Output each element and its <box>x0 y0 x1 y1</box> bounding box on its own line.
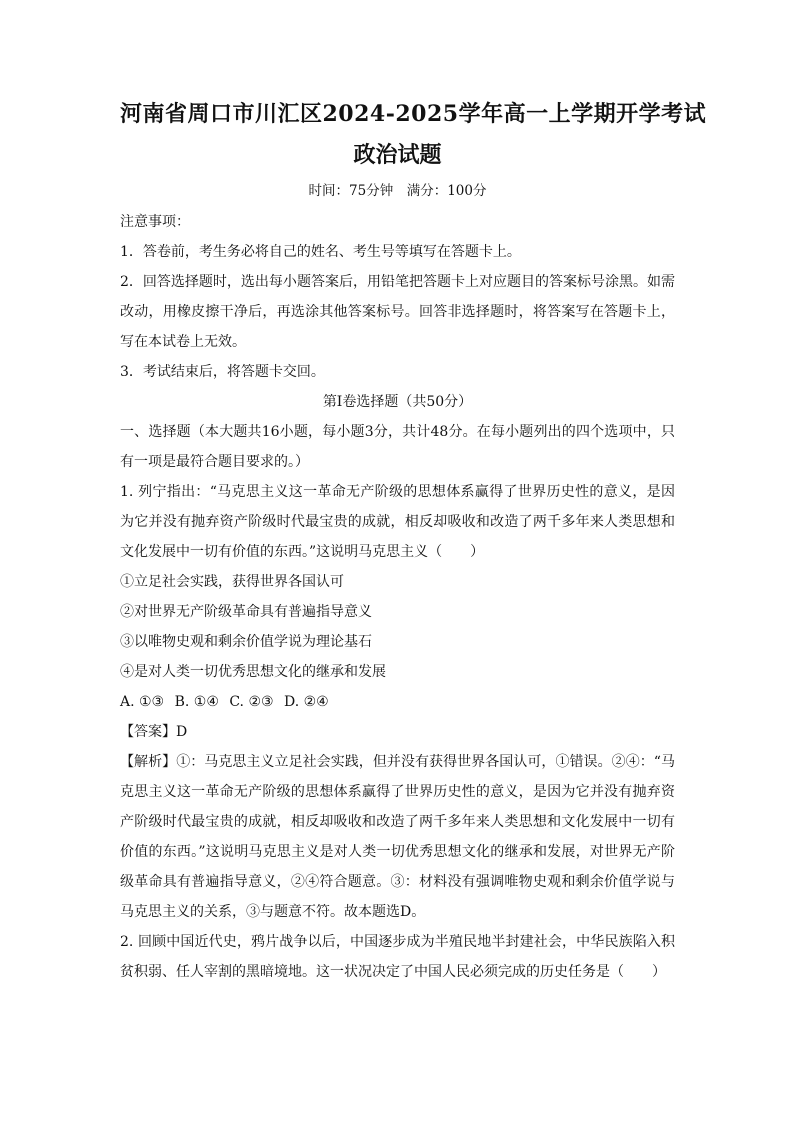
notes-item-1: 1．答卷前，考生务必将自己的姓名、考生号等填写在答题卡上。 <box>120 244 521 260</box>
question-1-stem: 1. 列宁指出：“马克思主义这一革命无产阶级的思想体系赢得了世界历史性的意义，是因为它并没有抛弃资产阶级时代最宝贵的成就，相反却吸收和改造了两千多年来人类思想和文化发展中一切有价值的东西。”这说明马克思主义（ ） <box>120 484 675 560</box>
part-intro: 一、选择题（本大题共16小题，每小题3分，共计48分。在每小题列出的四个选项中，只有一项是最符合题目要求的。） <box>120 424 675 470</box>
statement-2: ②对世界无产阶级革命具有普遍指导意义 <box>120 604 372 620</box>
option-b: B. ①④ <box>174 694 219 710</box>
notes-item-3: 3．考试结束后，将答题卡交回。 <box>120 364 325 380</box>
notes-item-2: 2．回答选择题时，选出每小题答案后，用铅笔把答题卡上对应题目的答案标号涂黑。如需改动，用橡皮擦干净后，再选涂其他答案标号。回答非选择题时，将答案写在答题卡上，写在本试卷上无效。 <box>120 274 675 350</box>
statement-4: ④是对人类一切优秀思想文化的继承和发展 <box>120 664 386 680</box>
question-1-options <box>120 687 675 717</box>
exam-time-score: 时间：75分钟 满分：100分 <box>308 183 487 199</box>
question-2 <box>120 927 675 987</box>
option-a: A. ①③ <box>120 694 165 710</box>
exam-subtitle: 政治试题 <box>353 142 442 168</box>
question-1-analysis: 【解析】①：马克思主义立足社会实践，但并没有获得世界各国认可，①错误。②④：“马克思主义这一革命无产阶级的思想体系赢得了世界历史性的意义，是因为它并没有抛弃资产阶级时代最宝贵的成就，相反却吸收和改造了两千多年来人类思想和文化发展中一切有价值的东西。”这说明马克思主义是对人类一切优秀思想文化的继承和发展，对世界无产阶级革命具有普遍指导意义，②④符合题意。③：材料没有强调唯物史观和剩余价值学说与马克思主义的关系，③与题意不符。故本题选D。 <box>120 754 675 920</box>
exam-page <box>120 100 707 987</box>
notes-heading: 注意事项： <box>120 214 190 230</box>
section-title: 第Ⅰ卷选择题（共50分） <box>322 394 473 410</box>
question-2-stem: 2. 回顾中国近代史，鸦片战争以后，中国逐步成为半殖民地半封建社会，中华民族陷入积贫积弱、任人宰割的黑暗境地。这一状况决定了中国人民必须完成的历史任务是（ ） <box>120 934 675 980</box>
question-1 <box>120 477 675 927</box>
notes-block <box>120 207 675 387</box>
question-1-answer: 【答案】D <box>120 724 188 740</box>
exam-title: 河南省周口市川汇区2024-2025学年高一上学期开学考试 <box>120 101 707 127</box>
option-c: C. ②③ <box>229 694 274 710</box>
statement-1: ①立足社会实践，获得世界各国认可 <box>120 574 344 590</box>
option-d: D. ②④ <box>284 694 329 710</box>
statement-3: ③以唯物史观和剩余价值学说为理论基石 <box>120 634 372 650</box>
